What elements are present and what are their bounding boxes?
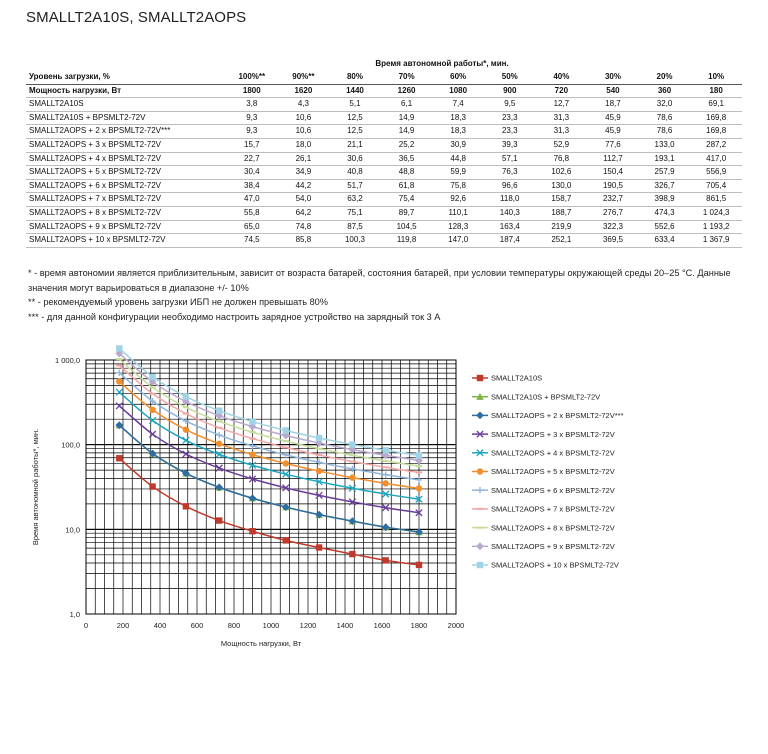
table-cell: 44,8	[432, 152, 484, 166]
power-cell: 720	[536, 84, 588, 98]
table-cell: 23,3	[484, 111, 536, 125]
data-point	[383, 460, 389, 462]
data-point	[183, 503, 189, 509]
data-point	[383, 557, 389, 563]
table-cell: 14,9	[381, 125, 433, 139]
table-row	[26, 206, 742, 220]
table-cell: 398,9	[639, 193, 691, 207]
data-point	[183, 406, 189, 408]
data-point	[149, 386, 155, 388]
table-cell: 705,4	[690, 179, 742, 193]
table-cell: 474,3	[639, 206, 691, 220]
data-point	[283, 446, 289, 448]
table-cell: 75,1	[329, 206, 381, 220]
legend-label: SMALLT2AOPS + 6 x BPSMLT2-72V	[491, 485, 615, 495]
data-point	[416, 452, 422, 458]
power-cell: 1260	[381, 84, 433, 98]
table-cell: 163,4	[484, 220, 536, 234]
table-cell: 36,5	[381, 152, 433, 166]
table-cell: 118,0	[484, 193, 536, 207]
table-row	[26, 193, 742, 207]
table-cell: 102,6	[536, 166, 588, 180]
power-cell: 1440	[329, 84, 381, 98]
load-cell: 20%	[639, 71, 691, 84]
table-cell: 128,3	[432, 220, 484, 234]
data-point	[216, 441, 222, 447]
data-point	[383, 480, 389, 486]
data-point	[416, 465, 422, 467]
legend-label: SMALLT2AOPS + 8 x BPSMLT2-72V	[491, 523, 615, 533]
table-cell: 18,3	[432, 125, 484, 139]
table-cell: 59,9	[432, 166, 484, 180]
data-point	[349, 474, 355, 480]
table-group-header: Время автономной работы*, мин.	[375, 59, 509, 69]
table-cell: 65,0	[226, 220, 278, 234]
table-cell: 10,6	[278, 125, 330, 139]
table-cell: 219,9	[536, 220, 588, 234]
table-cell: 3,8	[226, 98, 278, 112]
load-label: Уровень загрузки, %	[26, 71, 226, 84]
x-tick-label: 1000	[262, 621, 280, 630]
table-cell: 14,9	[381, 111, 433, 125]
x-tick-label: 800	[227, 621, 241, 630]
data-point	[383, 466, 389, 468]
table-cell: 30,4	[226, 166, 278, 180]
runtime-chart	[0, 330, 768, 650]
data-point	[183, 426, 189, 432]
footnote-1: * - время автономии является приблизительным, зависит от возраста батарей, состояния батарей, при условии температуры окружающей среды 20–25 °C. Данные значения могут варьироваться в диапазоне +/- 10%	[28, 268, 731, 293]
x-tick-label: 200	[116, 621, 130, 630]
y-tick-label: 100,0	[61, 440, 80, 450]
legend-label: SMALLT2AOPS + 7 x BPSMLT2-72V	[491, 504, 615, 514]
table-cell: 74,8	[278, 220, 330, 234]
legend-marker	[477, 562, 483, 568]
table-row	[26, 166, 742, 180]
x-tick-label: 0	[83, 621, 89, 630]
table-cell: 4,3	[278, 98, 330, 112]
table-cell: 10,6	[278, 111, 330, 125]
power-cell: 1620	[278, 84, 330, 98]
table-cell: 26,1	[278, 152, 330, 166]
legend-label: SMALLT2AOPS + 2 x BPSMLT2-72V***	[491, 411, 624, 421]
table-row	[26, 234, 742, 248]
table-cell: 57,1	[484, 152, 536, 166]
y-tick-label: 1 000,0	[54, 356, 80, 365]
table-cell: 169,8	[690, 111, 742, 125]
table-cell: 74,5	[226, 234, 278, 248]
table-cell: 287,2	[690, 138, 742, 152]
table-cell: 64,2	[278, 206, 330, 220]
table-row	[26, 152, 742, 166]
data-point	[116, 378, 122, 384]
table-cell: 112,7	[587, 152, 639, 166]
row-label: SMALLT2AOPS + 2 x BPSMLT2-72V***	[26, 125, 226, 139]
legend-label: SMALLT2AOPS + 9 x BPSMLT2-72V	[491, 542, 615, 551]
table-row	[26, 220, 742, 234]
row-label: SMALLT2AOPS + 4 x BPSMLT2-72V	[26, 152, 226, 166]
table-cell: 77,6	[587, 138, 639, 152]
table-cell: 7,4	[432, 98, 484, 112]
data-point	[283, 537, 289, 543]
y-tick-label: 1,0	[69, 610, 80, 619]
table-cell: 12,5	[329, 111, 381, 125]
x-tick-label: 1400	[336, 621, 354, 630]
data-point	[383, 447, 389, 453]
data-point	[216, 427, 222, 429]
legend-marker	[476, 542, 484, 550]
table-cell: 110,1	[432, 206, 484, 220]
table-cell: 45,9	[587, 125, 639, 139]
legend-label: SMALLT2AOPS + 4 x BPSMLT2-72V	[491, 448, 615, 458]
table-cell: 78,6	[639, 111, 691, 125]
table-cell: 1 193,2	[690, 220, 742, 234]
load-cell: 80%	[329, 71, 381, 84]
table-cell: 39,3	[484, 138, 536, 152]
data-point	[316, 544, 322, 550]
power-cell: 540	[587, 84, 639, 98]
data-point	[416, 471, 422, 473]
table-cell: 18,7	[587, 98, 639, 112]
table-cell: 31,3	[536, 125, 588, 139]
load-cell: 50%	[484, 71, 536, 84]
load-cell: 100%**	[226, 71, 278, 84]
load-cell: 60%	[432, 71, 484, 84]
legend-marker	[477, 375, 483, 381]
load-cell: 30%	[587, 71, 639, 84]
data-point	[116, 455, 122, 461]
x-tick-label: 600	[190, 621, 204, 630]
data-point	[249, 418, 255, 424]
table-cell: 69,1	[690, 98, 742, 112]
table-cell: 51,7	[329, 179, 381, 193]
row-label: SMALLT2AOPS + 6 x BPSMLT2-72V	[26, 179, 226, 193]
power-cell: 900	[484, 84, 536, 98]
row-label: SMALLT2AOPS + 9 x BPSMLT2-72V	[26, 220, 226, 234]
table-cell: 322,3	[587, 220, 639, 234]
table-cell: 158,7	[536, 193, 588, 207]
table-cell: 85,8	[278, 234, 330, 248]
table-cell: 150,4	[587, 166, 639, 180]
data-point	[349, 551, 355, 557]
footnotes	[28, 266, 748, 324]
data-point	[249, 431, 255, 433]
table-cell: 96,6	[484, 179, 536, 193]
table-cell: 100,3	[329, 234, 381, 248]
y-axis-label: Время автономной работы*, мин.	[31, 428, 40, 546]
table-cell: 30,6	[329, 152, 381, 166]
power-cell: 180	[690, 84, 742, 98]
table-cell: 232,7	[587, 193, 639, 207]
legend-label: SMALLT2AOPS + 3 x BPSMLT2-72V	[491, 429, 615, 439]
table-cell: 104,5	[381, 220, 433, 234]
table-cell: 633,4	[639, 234, 691, 248]
table-cell: 169,8	[690, 125, 742, 139]
load-cell: 90%**	[278, 71, 330, 84]
data-point	[216, 517, 222, 523]
table-cell: 52,9	[536, 138, 588, 152]
legend-marker	[476, 412, 484, 420]
table-cell: 417,0	[690, 152, 742, 166]
table-cell: 21,1	[329, 138, 381, 152]
table-cell: 76,8	[536, 152, 588, 166]
table-cell: 556,9	[690, 166, 742, 180]
table-cell: 61,8	[381, 179, 433, 193]
table-cell: 188,7	[536, 206, 588, 220]
table-cell: 78,6	[639, 125, 691, 139]
power-cell: 1800	[226, 84, 278, 98]
data-point	[149, 393, 155, 395]
table-cell: 252,1	[536, 234, 588, 248]
page-title: SMALLT2A10S, SMALLT2AOPS	[26, 9, 247, 26]
row-label: SMALLT2A10S	[26, 98, 226, 112]
load-cell: 10%	[690, 71, 742, 84]
table-cell: 30,9	[432, 138, 484, 152]
table-cell: 1 024,3	[690, 206, 742, 220]
table-row	[26, 179, 742, 193]
table-cell: 23,3	[484, 125, 536, 139]
x-tick-label: 400	[153, 621, 167, 630]
table-row	[26, 111, 742, 125]
data-point	[216, 407, 222, 413]
table-cell: 45,9	[587, 111, 639, 125]
table-cell: 190,5	[587, 179, 639, 193]
power-label: Мощность нагрузки, Вт	[26, 84, 226, 98]
table-cell: 22,7	[226, 152, 278, 166]
table-cell: 6,1	[381, 98, 433, 112]
table-cell: 1 367,9	[690, 234, 742, 248]
table-cell: 276,7	[587, 206, 639, 220]
table-load-row	[26, 71, 742, 84]
footnote-3: *** - для данной конфигурации необходимо настроить зарядное устройство на зарядный ток 3 А	[28, 311, 441, 322]
table-cell: 89,7	[381, 206, 433, 220]
data-point	[316, 448, 322, 450]
table-cell: 40,8	[329, 166, 381, 180]
power-cell: 360	[639, 84, 691, 98]
table-cell: 257,9	[639, 166, 691, 180]
x-tick-label: 1600	[373, 621, 391, 630]
table-cell: 552,6	[639, 220, 691, 234]
row-label: SMALLT2AOPS + 3 x BPSMLT2-72V	[26, 138, 226, 152]
table-cell: 147,0	[432, 234, 484, 248]
runtime-table	[26, 58, 742, 248]
data-point	[416, 485, 422, 491]
x-tick-label: 1800	[410, 621, 428, 630]
x-axis-label: Мощность нагрузки, Вт	[220, 639, 302, 648]
data-point	[349, 461, 355, 463]
table-cell: 861,5	[690, 193, 742, 207]
legend-label: SMALLT2AOPS + 10 x BPSMLT2-72V	[491, 560, 619, 570]
data-point	[116, 345, 122, 351]
table-cell: 92,6	[432, 193, 484, 207]
data-point	[249, 438, 255, 440]
legend-marker	[477, 487, 483, 493]
table-cell: 130,0	[536, 179, 588, 193]
table-cell: 75,8	[432, 179, 484, 193]
table-cell: 63,2	[329, 193, 381, 207]
table-row	[26, 125, 742, 139]
legend-label: SMALLT2AOPS + 5 x BPSMLT2-72V	[491, 467, 615, 477]
table-group-header-row	[26, 58, 742, 71]
table-cell: 140,3	[484, 206, 536, 220]
data-point	[249, 528, 255, 534]
table-cell: 12,5	[329, 125, 381, 139]
data-point	[416, 562, 422, 568]
table-cell: 18,3	[432, 111, 484, 125]
data-point	[116, 364, 122, 366]
table-cell: 48,8	[381, 166, 433, 180]
table-cell: 55,8	[226, 206, 278, 220]
table-cell: 44,2	[278, 179, 330, 193]
table-row	[26, 138, 742, 152]
y-tick-label: 10,0	[65, 525, 80, 535]
data-point	[283, 460, 289, 466]
table-cell: 34,9	[278, 166, 330, 180]
table-cell: 87,5	[329, 220, 381, 234]
data-point	[149, 483, 155, 489]
data-point	[116, 358, 122, 360]
data-point	[316, 468, 322, 474]
power-cell: 1080	[432, 84, 484, 98]
table-cell: 369,5	[587, 234, 639, 248]
table-cell: 54,0	[278, 193, 330, 207]
table-cell: 25,2	[381, 138, 433, 152]
legend-label: SMALLT2A10S	[491, 373, 543, 383]
table-cell: 9,3	[226, 111, 278, 125]
data-point	[283, 440, 289, 442]
table-cell: 32,0	[639, 98, 691, 112]
table-cell: 12,7	[536, 98, 588, 112]
row-label: SMALLT2AOPS + 7 x BPSMLT2-72V	[26, 193, 226, 207]
legend-marker	[477, 468, 483, 474]
legend-label: SMALLT2A10S + BPSMLT2-72V	[491, 392, 601, 402]
data-point	[349, 441, 355, 447]
table-cell: 31,3	[536, 111, 588, 125]
table-cell: 193,1	[639, 152, 691, 166]
data-point	[349, 454, 355, 456]
x-tick-label: 1200	[299, 621, 317, 630]
row-label: SMALLT2AOPS + 5 x BPSMLT2-72V	[26, 166, 226, 180]
data-point	[249, 451, 255, 457]
load-cell: 40%	[536, 71, 588, 84]
data-point	[316, 454, 322, 456]
legend-marker	[477, 527, 483, 529]
row-label: SMALLT2AOPS + 8 x BPSMLT2-72V	[26, 206, 226, 220]
table-cell: 187,4	[484, 234, 536, 248]
table-cell: 76,3	[484, 166, 536, 180]
data-point	[183, 413, 189, 415]
legend-marker	[477, 508, 483, 510]
data-point	[149, 407, 155, 413]
data-point	[283, 427, 289, 433]
data-point	[149, 374, 155, 380]
table-power-row	[26, 84, 742, 98]
table-cell: 75,4	[381, 193, 433, 207]
table-cell: 18,0	[278, 138, 330, 152]
table-cell: 38,4	[226, 179, 278, 193]
footnote-2: ** - рекомендуемый уровень загрузки ИБП не должен превышать 80%	[28, 297, 328, 308]
table-cell: 9,3	[226, 125, 278, 139]
row-label: SMALLT2AOPS + 10 x BPSMLT2-72V	[26, 234, 226, 248]
load-cell: 70%	[381, 71, 433, 84]
x-tick-label: 2000	[447, 621, 465, 630]
table-cell: 9,5	[484, 98, 536, 112]
row-label: SMALLT2A10S + BPSMLT2-72V	[26, 111, 226, 125]
table-cell: 133,0	[639, 138, 691, 152]
table-cell: 47,0	[226, 193, 278, 207]
data-point	[316, 435, 322, 441]
table-row	[26, 98, 742, 112]
data-point	[216, 420, 222, 422]
table-cell: 119,8	[381, 234, 433, 248]
table-cell: 326,7	[639, 179, 691, 193]
data-point	[183, 393, 189, 399]
table-cell: 5,1	[329, 98, 381, 112]
table-cell: 15,7	[226, 138, 278, 152]
